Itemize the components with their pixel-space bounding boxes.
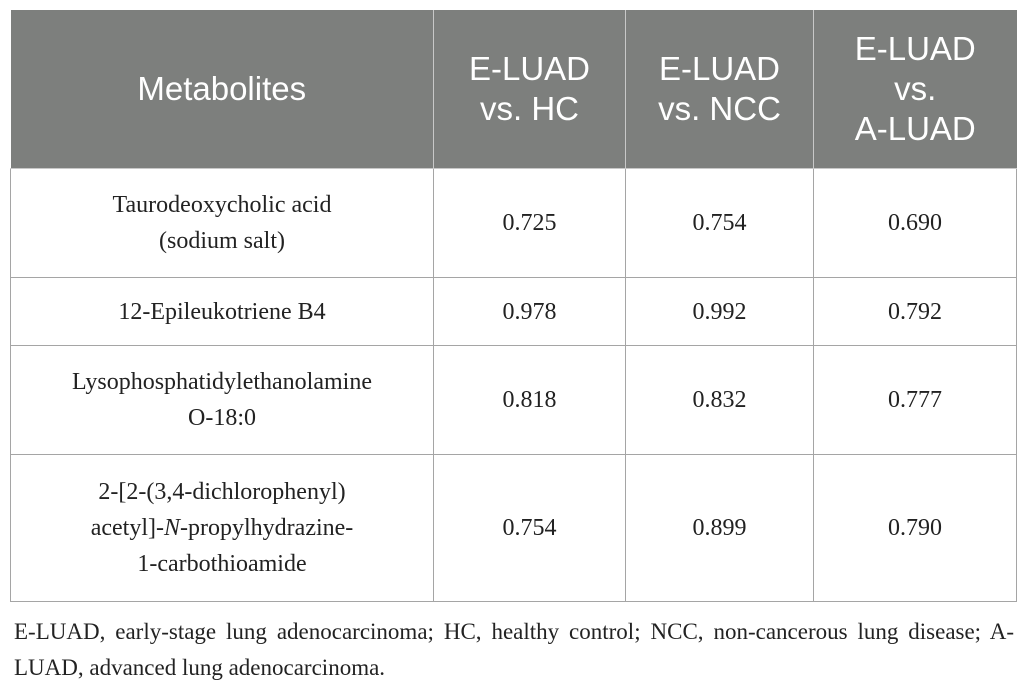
metabolite-name-italic-part: N: [164, 515, 181, 541]
header-text: vs. HC: [480, 90, 579, 127]
metabolite-name-line: 1-carbothioamide: [137, 551, 307, 577]
value-cell-vs-hc: 0.754: [434, 455, 626, 602]
header-text: E-LUAD: [468, 50, 591, 87]
metabolite-name-line: Taurodeoxycholic acid: [112, 192, 332, 218]
metabolite-name-line: O-18:0: [188, 405, 256, 431]
value-cell-vs-ncc: 0.754: [626, 169, 814, 278]
metabolite-name-cell: [11, 169, 434, 278]
header-eluad-vs-aluad: [814, 10, 1017, 169]
table-row: [11, 346, 1017, 455]
value-cell-vs-ncc: 0.832: [626, 346, 814, 455]
table-row: [11, 455, 1017, 602]
header-eluad-vs-ncc: [626, 10, 814, 169]
metabolite-name-cell: [11, 346, 434, 455]
value-cell-vs-hc: 0.818: [434, 346, 626, 455]
metabolite-name-part: acetyl]-: [90, 515, 164, 541]
value-cell-vs-hc: 0.725: [434, 169, 626, 278]
table-row: [11, 278, 1017, 346]
header-text: A-LUAD: [854, 110, 976, 147]
header-text: vs.: [894, 70, 937, 107]
header-text: E-LUAD: [854, 30, 976, 67]
table-row: [11, 169, 1017, 278]
header-text: E-LUAD: [658, 50, 781, 87]
table-header-row: [11, 10, 1017, 169]
metabolite-name-cell: [11, 455, 434, 602]
header-text: vs. NCC: [658, 90, 781, 127]
metabolite-name-part: -propylhydrazine-: [180, 515, 354, 541]
metabolite-name-line: (sodium salt): [159, 228, 285, 254]
value-cell-vs-hc: 0.978: [434, 278, 626, 346]
value-cell-vs-ncc: 0.899: [626, 455, 814, 602]
value-cell-vs-aluad: 0.790: [814, 455, 1017, 602]
metabolite-name-line: Lysophosphatidylethanolamine: [72, 369, 372, 395]
value-cell-vs-aluad: 0.777: [814, 346, 1017, 455]
metabolite-name-line: 2-[2-(3,4-dichlorophenyl): [98, 479, 346, 505]
header-metabolites: [11, 10, 434, 169]
metabolite-name-cell: [11, 278, 434, 346]
value-cell-vs-ncc: 0.992: [626, 278, 814, 346]
metabolite-auc-table: [10, 10, 1017, 602]
header-text: Metabolites: [137, 70, 307, 107]
value-cell-vs-aluad: 0.792: [814, 278, 1017, 346]
table-footnote: E-LUAD, early-stage lung adenocarcinoma; HC, healthy control; NCC, non-cancerous lung disease; A-LUAD, advanced lung adenocarcinoma.: [14, 619, 1014, 680]
metabolite-name-line: [21, 510, 423, 546]
value-cell-vs-aluad: 0.690: [814, 169, 1017, 278]
metabolite-name-line: 12-Epileukotriene B4: [118, 298, 326, 325]
header-eluad-vs-hc: [434, 10, 626, 169]
